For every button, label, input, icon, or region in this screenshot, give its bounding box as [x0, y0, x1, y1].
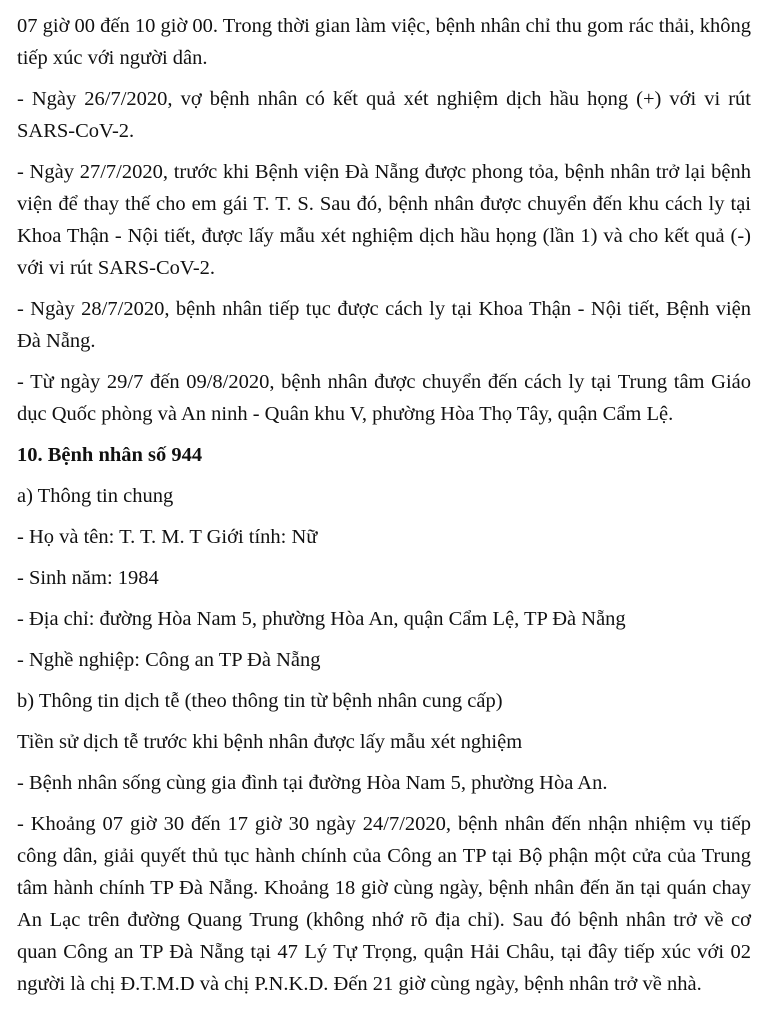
event-2020-07-26-paragraph: - Ngày 26/7/2020, vợ bệnh nhân có kết quả xét nghiệm dịch hầu họng (+) với vi rút SARS-CoV-2.	[17, 88, 751, 142]
event-2020-07-29-quarantine-paragraph: - Từ ngày 29/7 đến 09/8/2020, bệnh nhân được chuyển đến cách ly tại Trung tâm Giáo dục Quốc phòng và An ninh - Quân khu V, phường Hòa Thọ Tây, quận Cẩm Lệ.	[17, 371, 751, 425]
event-2020-07-28-paragraph: - Ngày 28/7/2020, bệnh nhân tiếp tục được cách ly tại Khoa Thận - Nội tiết, Bệnh viện Đà Nẵng.	[17, 298, 751, 352]
epidemiology-history-intro-line: Tiền sử dịch tễ trước khi bệnh nhân được lấy mẫu xét nghiệm	[17, 731, 523, 753]
name-gender-line: - Họ và tên: T. T. M. T Giới tính: Nữ	[17, 526, 318, 548]
occupation-line: - Nghề nghiệp: Công an TP Đà Nẵng	[17, 649, 321, 671]
birth-year-line: - Sinh năm: 1984	[17, 567, 159, 589]
patient-944-heading: 10. Bệnh nhân số 944	[17, 444, 203, 466]
address-line: - Địa chỉ: đường Hòa Nam 5, phường Hòa An, quận Cẩm Lệ, TP Đà Nẵng	[17, 608, 626, 630]
general-info-subheading: a) Thông tin chung	[17, 485, 174, 507]
epidemiology-info-subheading: b) Thông tin dịch tễ (theo thông tin từ bệnh nhân cung cấp)	[17, 690, 503, 712]
event-2020-07-24-paragraph: - Khoảng 07 giờ 30 đến 17 giờ 30 ngày 24/7/2020, bệnh nhân đến nhận nhiệm vụ tiếp công dân, giải quyết thủ tục hành chính của Công an TP tại Bộ phận một cửa của Trung tâm hành chính TP Đà Nẵng. Khoảng 18 giờ cùng ngày, bệnh nhân đến ăn tại quán chay An Lạc trên đường Quang Trung (không nhớ rõ địa chỉ). Sau đó bệnh nhân trở về cơ quan Công an TP Đà Nẵng tại 47 Lý Tự Trọng, quận Hải Châu, tại đây tiếp xúc với 02 người là chị Đ.T.M.D và chị P.N.K.D. Đến 21 giờ cùng ngày, bệnh nhân trở về nhà.	[17, 813, 751, 995]
residence-line: - Bệnh nhân sống cùng gia đình tại đường Hòa Nam 5, phường Hòa An.	[17, 772, 608, 794]
work-hours-continuation-paragraph: 07 giờ 00 đến 10 giờ 00. Trong thời gian làm việc, bệnh nhân chỉ thu gom rác thải, không tiếp xúc với người dân.	[17, 15, 751, 69]
event-2020-07-27-paragraph: - Ngày 27/7/2020, trước khi Bệnh viện Đà Nẵng được phong tỏa, bệnh nhân trở lại bệnh viện để thay thế cho em gái T. T. S. Sau đó, bệnh nhân được chuyển đến khu cách ly tại Khoa Thận - Nội tiết, được lấy mẫu xét nghiệm dịch hầu họng (lần 1) và cho kết quả (-) với vi rút SARS-CoV-2.	[17, 161, 751, 279]
